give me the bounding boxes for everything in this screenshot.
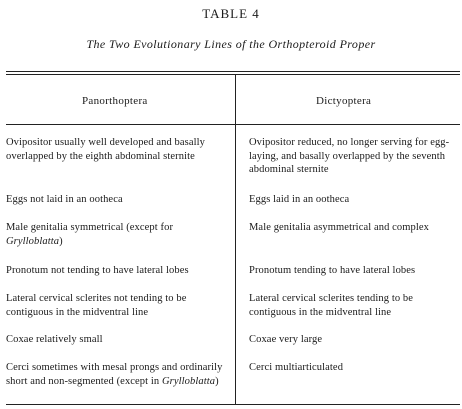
bottom-rule	[6, 404, 460, 405]
row-7-genus: Grylloblatta	[162, 375, 216, 387]
row-4-panorthoptera: Pronotum not tending to have lateral lobes	[6, 265, 189, 276]
row-1-panorthoptera: Ovipositor usually well developed and basally overlapped by the eighth abdominal sternite	[6, 137, 206, 162]
column-header-dictyoptera: Dictyoptera	[316, 95, 372, 107]
row-2-panorthoptera: Eggs not laid in an ootheca	[6, 194, 123, 205]
row-5-dictyoptera: Lateral cervical sclerites tending to be contiguous in the midventral line	[249, 293, 414, 318]
row-1-dictyoptera: Ovipositor reduced, no longer serving for egg-laying, and basally overlapped by the seventh abdominal sternite	[249, 137, 450, 175]
row-5-panorthoptera: Lateral cervical sclerites not tending to be contiguous in the midventral line	[6, 293, 187, 318]
header-rule	[6, 124, 460, 125]
row-7-close: )	[215, 375, 219, 387]
row-7-dictyoptera: Cerci multiarticulated	[249, 362, 344, 373]
row-7-text: Cerci sometimes with mesal prongs and ordinarily short and non-segmented (except in	[6, 362, 223, 387]
top-rule-inner	[6, 74, 460, 75]
row-6-dictyoptera: Coxae very large	[249, 334, 323, 345]
row-3-dictyoptera: Male genitalia asymmetrical and complex	[249, 222, 430, 233]
table-title: The Two Evolutionary Lines of the Orthopteroid Proper	[86, 37, 376, 51]
row-3-close: )	[59, 235, 63, 247]
row-7-panorthoptera	[6, 361, 228, 388]
table-number: TABLE 4	[202, 6, 260, 21]
column-header-panorthoptera: Panorthoptera	[82, 95, 148, 107]
row-6-panorthoptera: Coxae relatively small	[6, 334, 103, 345]
top-rule	[6, 71, 460, 72]
row-3-text: Male genitalia symmetrical (except for	[6, 222, 174, 233]
row-2-dictyoptera: Eggs laid in an ootheca	[249, 194, 350, 205]
row-4-dictyoptera: Pronotum tending to have lateral lobes	[249, 265, 416, 276]
row-3-panorthoptera	[6, 221, 206, 248]
row-3-genus: Grylloblatta	[6, 235, 60, 247]
column-divider	[235, 74, 236, 404]
